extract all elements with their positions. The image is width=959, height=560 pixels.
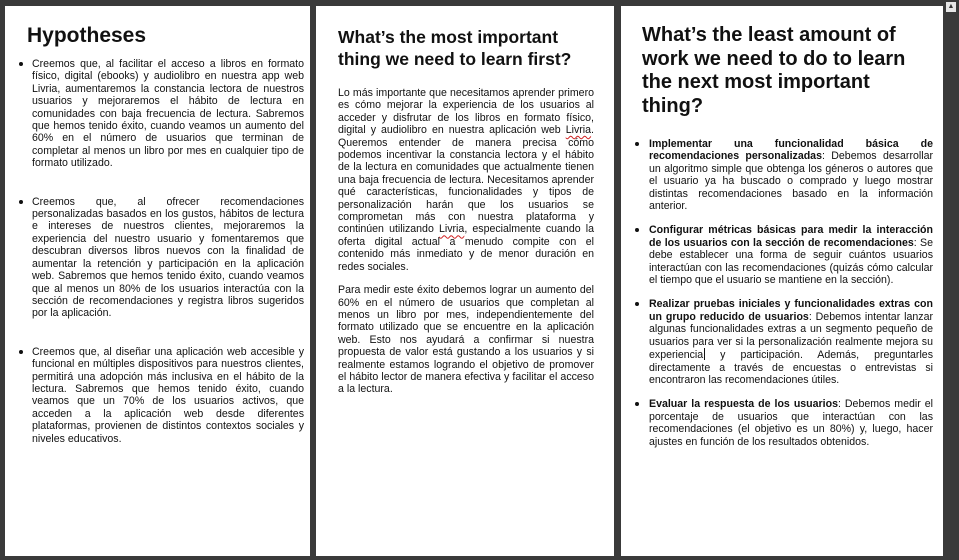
paragraph-text: . Queremos entender de manera precisa cómo podemos incentivar la constancia lectora y el hábito de la lectura en comunidades que actualmente tienen una baja frecuencia de lectura. Necesitamos aprender qué características, funcionalidades y tipos de personalización harán que los usuarios se comprometan más con nuestra plataforma y continúen utilizando	[338, 124, 594, 236]
action-item-heading: Realizar pruebas iniciales y funcionalidades extras con un grupo reducido de usuarios	[649, 298, 933, 323]
action-item[interactable]	[642, 224, 933, 286]
hypothesis-item[interactable]: Creemos que, al diseñar una aplicación web accesible y funcional en múltiples dispositivos para nuestros clientes, permitirá una adopción más inclusiva en el hábito de la lectura. Sabremos que hemos tenido éxito, cuando veamos que un 70% de los usuarios activos, que acceden a la aplicación web desde diferentes plataformas, provienen de distintos contextos sociales y niveles educativos.	[19, 346, 304, 445]
document-page-learn-first[interactable]	[316, 6, 614, 556]
document-page-hypotheses[interactable]	[5, 6, 310, 556]
paragraph-text: Lo más importante que necesitamos aprender primero es cómo mejorar la experiencia de los usuarios al acceder y disfrutar de los libros en formato físico, digital y audiolibro en nuestra aplicación web	[338, 87, 594, 137]
action-item-heading: Implementar una funcionalidad básica de recomendaciones personalizadas	[649, 138, 933, 163]
page-title: What’s the least amount of work we need to do to learn the next most important thing?	[642, 24, 906, 117]
paragraph[interactable]: Para medir este éxito debemos lograr un aumento del 60% en el número de usuarios que completan al menos un libro por mes, independientemente del formato utilizado que se encuentre en la aplicación web. Esto nos ayudará a confirmar si nuestra propuesta de valor está gustando a los usuarios y si realmente estamos logrando el objetivo de promover el hábito lector de manera efectiva y facilitar el acceso a la lectura.	[338, 284, 594, 396]
action-item-text: : Debemos desarrollar un algoritmo simple que obtenga los géneros o autores que el usuario ya ha buscado o comprado y luego mostrar distintas recomendaciones basado en la información anterior.	[649, 150, 933, 213]
vertical-scrollbar[interactable]	[945, 0, 957, 560]
action-item-text: : Debemos medir el porcentaje de usuarios que interactúan con las recomendaciones (el objetivo es un 80%) y, luego, hacer ajustes en función de los resultados obtenidos.	[649, 398, 933, 448]
action-item[interactable]	[642, 398, 933, 448]
action-item-text: : Debemos intentar lanzar algunas funcionalidades extras a un segmento pequeño de usuarios para ver si la personalización realmente mejora su experiencia	[649, 310, 933, 362]
action-item-heading: Configurar métricas básicas para medir la interacción de los usuarios con la sección de recomendaciones	[649, 224, 933, 249]
action-item-text: : Se debe establecer una forma de seguir cuántos usuarios interactúan con las recomendaciones (quizás cómo calcular el tiempo que el usuario se mantiene en la sección).	[649, 236, 933, 287]
hypotheses-list	[19, 58, 304, 445]
action-item-text: y participación. Además, preguntarles directamente a través de encuestas o entrevistas si encontraron las recomendaciones útiles.	[649, 349, 933, 386]
action-list	[642, 138, 933, 448]
hypothesis-item[interactable]: Creemos que, al facilitar el acceso a libros en formato físico, digital (ebooks) y audiolibro en nuestra app web Livria, aumentaremos la constancia lectora de nuestros usuarios y mejoraremos el hábito de lectura en comunidades con baja frecuencia de lectura. Sabremos que hemos tenido éxito, cuando veamos un aumento del 60% en el número de usuarios que terminan de completar al menos un libro por mes en cualquier tipo de formato utilizado.	[19, 58, 304, 170]
paragraph[interactable]	[338, 87, 594, 273]
action-item[interactable]	[642, 298, 933, 386]
scroll-up-icon[interactable]: ▲	[947, 3, 955, 10]
hypothesis-item[interactable]: Creemos que, al ofrecer recomendaciones personalizadas basados en los gustos, hábitos de lectura e intereses de nuestros clientes, mejoraremos la experiencia del nuestro usuario y fomentaremos que descubran diversos libros nuevos con la finalidad de aumentar la retención y participación en la aplicación web. Sabremos que hemos tenido éxito, cuando veamos que al menos un 80% de los usuarios interactúa con la sección de recomendaciones y registra libros sugeridos por la aplicación.	[19, 196, 304, 320]
document-page-least-work[interactable]	[621, 6, 943, 556]
page-title: What’s the most important thing we need to learn first?	[338, 27, 572, 69]
misspelled-word[interactable]: Livria	[565, 124, 592, 137]
misspelled-word[interactable]: Livria	[438, 223, 465, 236]
page-title: Hypotheses	[27, 24, 147, 47]
action-item[interactable]	[642, 138, 933, 212]
paragraph-text: , especialmente cuando la oferta digital actual a menudo compite con el contenido más inmediato y de menor duración en redes sociales.	[338, 223, 594, 273]
action-item-heading: Evaluar la respuesta de los usuarios	[649, 398, 838, 411]
